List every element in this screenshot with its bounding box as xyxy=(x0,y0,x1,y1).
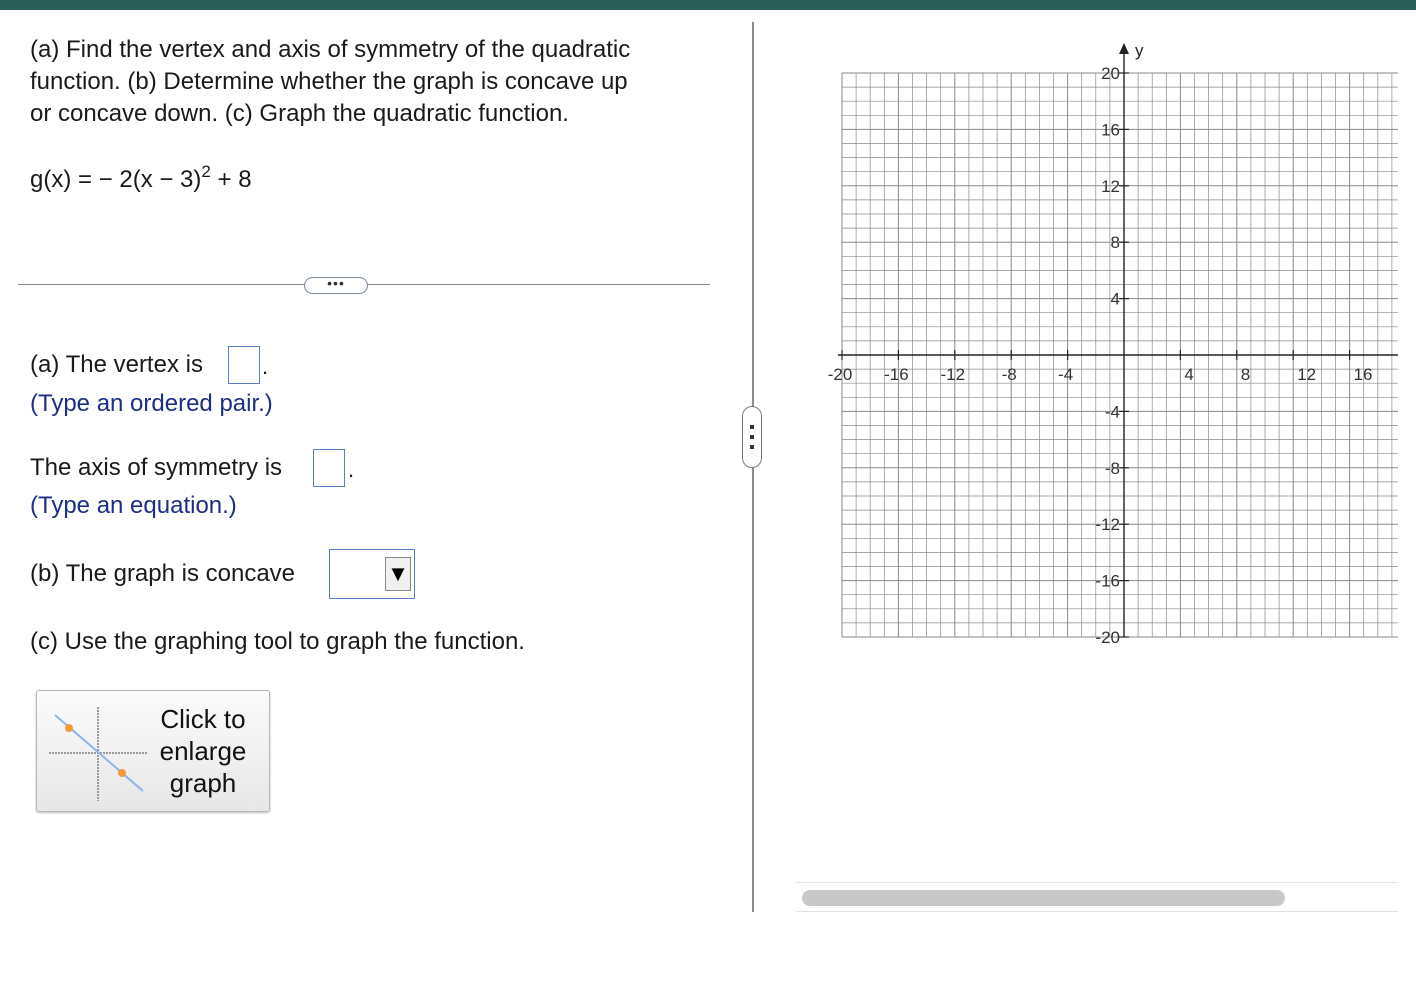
y-tick-label: 20 xyxy=(1101,64,1120,83)
x-tick-label: -16 xyxy=(884,365,909,384)
show-more-button[interactable]: ••• xyxy=(304,277,368,294)
question-line-2: function. (b) Determine whether the graph is concave up xyxy=(30,68,628,95)
x-tick-label: 12 xyxy=(1297,365,1317,384)
y-tick-label: -20 xyxy=(1095,628,1120,647)
enlarge-graph-button[interactable] xyxy=(36,690,270,812)
axis-period: . xyxy=(348,457,355,482)
axis-hint: (Type an equation.) xyxy=(30,492,237,519)
axis-label: The axis of symmetry is xyxy=(30,454,283,481)
top-bar xyxy=(0,0,1416,10)
y-axis-arrow-icon xyxy=(1119,43,1129,54)
coordinate-graph[interactable] xyxy=(796,30,1402,660)
axis-of-symmetry-input[interactable] xyxy=(313,449,345,487)
enlarge-graph-label: Click to enlarge graph xyxy=(159,704,247,798)
vertex-label: (a) The vertex is xyxy=(30,351,203,378)
function-formula xyxy=(30,162,252,194)
concave-label: (b) The graph is concave xyxy=(30,560,296,587)
dropdown-arrow-icon[interactable]: ▼ xyxy=(385,557,411,591)
x-tick-label: -12 xyxy=(940,365,966,384)
y-tick-label: -12 xyxy=(1095,515,1120,535)
x-tick-label: 4 xyxy=(1184,365,1194,384)
splitter-handle[interactable] xyxy=(742,406,762,468)
vertex-hint: (Type an ordered pair.) xyxy=(30,390,273,417)
horizontal-scrollbar-thumb[interactable] xyxy=(802,890,1285,906)
formula-right: + 8 xyxy=(210,166,252,193)
x-tick-label: 16 xyxy=(1353,365,1373,384)
y-tick-label: 4 xyxy=(1110,289,1120,309)
question-line-3: or concave down. (c) Graph the quadratic function. xyxy=(30,100,569,127)
y-tick-label: 8 xyxy=(1110,233,1120,253)
question-line-1: (a) Find the vertex and axis of symmetry of the quadratic xyxy=(30,36,631,63)
formula-exponent: 2 xyxy=(201,162,211,181)
formula-left: g(x) = − 2(x − 3) xyxy=(30,166,202,193)
x-tick-label: -4 xyxy=(1058,365,1074,384)
graph-instruction: (c) Use the graphing tool to graph the function. xyxy=(30,628,525,655)
x-tick-label: 8 xyxy=(1240,365,1251,384)
vertex-period: . xyxy=(262,354,269,379)
concave-dropdown[interactable] xyxy=(329,549,415,599)
y-tick-label: 12 xyxy=(1101,176,1120,196)
y-tick-label: -16 xyxy=(1095,571,1120,591)
x-tick-label: -8 xyxy=(1001,365,1017,384)
y-tick-label: -8 xyxy=(1104,458,1120,478)
y-tick-label: -4 xyxy=(1104,402,1120,422)
x-tick-label: -20 xyxy=(827,365,853,384)
y-axis-label: y xyxy=(1135,41,1144,60)
y-tick-label: 16 xyxy=(1101,120,1120,140)
vertex-input[interactable] xyxy=(228,346,260,384)
graph-thumbnail-icon xyxy=(47,701,147,801)
